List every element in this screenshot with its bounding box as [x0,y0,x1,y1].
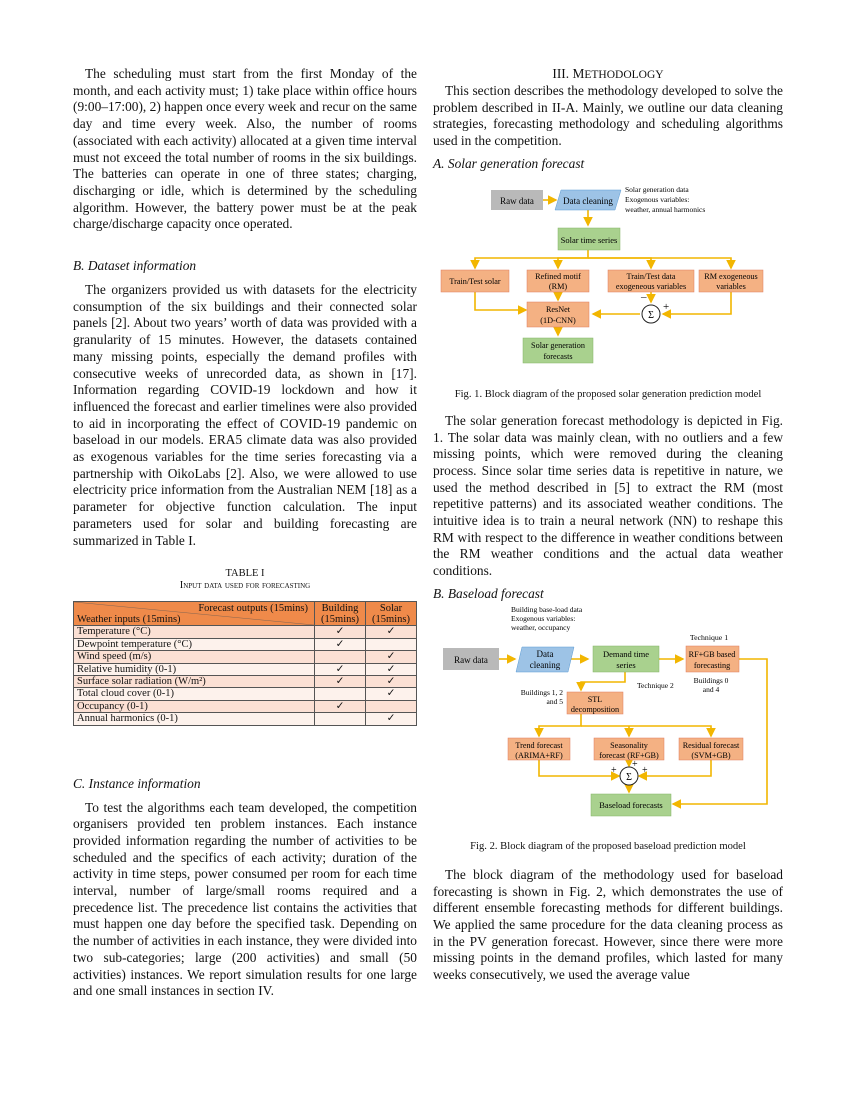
solar-time-series-label: Solar time series [560,234,618,245]
row-input-name: Relative humidity (0-1) [74,663,315,675]
table-row [74,651,417,663]
table-row [74,638,417,650]
fig2-note-3: weather, occupancy [511,622,571,632]
row-building-check: ✓ [315,675,366,687]
paragraph-scheduling: The scheduling must start from the first Monday of the month, and each activity must; 1) take place within office hours (9:00–17:00), 2) happen once every week and recur on the same day and time every week. Also, the number of rooms (associated with each activity) allocated at a given time interval must not exceed the total number of rooms in the six buildings. The batteries can operate in one of three states; charging, discharging or idle, which is determined by the scheduling algorithm. However, the battery power must be at the peak charge/discharge capacity once operated. [73,66,417,232]
right-column [433,66,783,984]
residual-forecast-label-2: (SVM+GB) [691,750,731,760]
row-input-name: Annual harmonics (0-1) [74,713,315,725]
residual-forecast-label-1: Residual forecast [682,740,740,750]
left-column [73,66,417,1000]
seasonality-forecast-label-2: forecast (RF+GB) [599,750,659,760]
rf-gb-label-2: forecasting [693,660,731,670]
row-input-name: Wind speed (m/s) [74,651,315,663]
row-building-check: ✓ [315,663,366,675]
data-cleaning-label: Data cleaning [563,195,613,206]
table-label: TABLE I [225,568,265,580]
stl-label-1: STL [587,694,603,704]
seasonality-forecast-label-1: Seasonality [610,740,648,750]
section-title-methodology: III. METHODOLOGY [552,66,664,81]
row-input-name: Total cloud cover (0-1) [74,688,315,700]
figure-1-solar-diagram [433,172,783,382]
col-header-solar: Solar (15mins) [366,602,417,626]
row-solar-check: ✓ [366,675,417,687]
table-row [74,688,417,700]
table-corner-header [74,602,315,626]
row-building-check: ✓ [315,700,366,712]
buildings-04-label-2: and 4 [702,684,720,694]
resnet-label-1: ResNet [545,304,571,314]
solar-forecast-label-1: Solar generation [531,340,585,350]
fig2-plus-right: + [642,764,648,776]
fig2-data-cleaning-label-1: Data [536,648,554,659]
table-row [74,626,417,638]
buildings-125-label-1: Buildings 1, 2 [520,687,563,697]
row-solar-check [366,700,417,712]
demand-time-series-label-2: series [616,659,636,670]
row-building-check [315,713,366,725]
fig1-minus: – [641,290,647,303]
fig2-plus-left: + [611,764,617,776]
corner-top-label: Forecast outputs (15mins) [198,602,308,614]
row-solar-check: ✓ [366,626,417,638]
row-solar-check: ✓ [366,713,417,725]
col-header-building: Building (15mins) [315,602,366,626]
fig2-plus-top: + [632,758,638,770]
section-title-baseload: B. Baseload forecast [433,585,544,601]
row-building-check: ✓ [315,626,366,638]
refined-motif-label-2: (RM) [548,281,568,291]
fig2-raw-data-label: Raw data [454,654,488,665]
paragraph-methodology: This section describes the methodology developed to solve the problem described in II-A. Mainly, we outline our data cleaning strategies, forecasting methodology and scheduling algorithms used in the competition. [433,83,783,149]
fig1-plus: + [663,300,670,313]
fig2-note-1: Building base-load data [511,604,583,614]
figure-2-caption: Fig. 2. Block diagram of the proposed baseload prediction model [470,840,746,852]
row-building-check [315,651,366,663]
stl-label-2: decomposition [570,704,620,714]
input-data-table [73,601,417,725]
baseload-forecasts-label: Baseload forecasts [599,799,663,810]
paragraph-dataset: The organizers provided us with datasets for the electricity consumption of the six buildings and their connected solar panels [2]. About two years’ worth of data was provided with a granularity of 15 minutes. However, the datasets contained many missing points, especially the demand profiles with consecutive weeks of unrecorded data, as shown in [17]. Information regarding COVID-19 lockdown and how it influenced the forecast and earlier timelines were also provided to aid in incorporating the effect of COVID-19 pandemic on baseload in our models. ERA5 climate data was also provided as exogenous variables for the time series forecasting via a partnership with OikoLabs [2]. Also, we were allowed to use electricity price information from the Australian NEM [18] as a parameter for objective function calculation. The input parameters used for solar and building forecasting are summarized in Table I. [73,282,417,548]
table-body [74,626,417,725]
row-input-name: Temperature (°C) [74,626,315,638]
fig1-note-2: Exogenous variables: [625,194,690,204]
technique-2-label: Technique 2 [637,680,674,690]
row-building-check: ✓ [315,638,366,650]
row-building-check [315,688,366,700]
paragraph-baseload: The block diagram of the methodology used for baseload forecasting is shown in Fig. 2, which demonstrates the use of different ensemble forecasting methods for different buildings. We applied the same procedure for the data cleaning process as in the PV generation forecast. However, since there were more missing points in the demand profiles, which lasted for many weeks consecutively, we used the average value [433,866,783,983]
train-test-exog-label-1: Train/Test data [626,271,676,281]
raw-data-label: Raw data [500,195,534,206]
section-title-instance: C. Instance information [73,775,201,791]
train-test-exog-label-2: exogeneous variables [615,281,687,291]
train-test-solar-label: Train/Test solar [449,276,501,286]
trend-forecast-label-1: Trend forecast [515,740,563,750]
figure-2-baseload-diagram [433,602,783,832]
row-solar-check: ✓ [366,688,417,700]
demand-time-series-label-1: Demand time [602,648,650,659]
figure-1-caption: Fig. 1. Block diagram of the proposed solar generation prediction model [454,388,762,400]
table-caption: Input data used for forecasting [179,580,311,592]
row-solar-check: ✓ [366,663,417,675]
table-row [74,663,417,675]
section-title-solar: A. Solar generation forecast [433,155,585,171]
trend-forecast-label-2: (ARIMA+RF) [515,750,563,760]
rf-gb-label-1: RF+GB based [688,649,736,659]
paragraph-instance: To test the algorithms each team developed, the competition organisers provided ten problem instances. Each instance provided information regarding the number of activities to be scheduled and the specifics of each activity; duration of the activity in time steps, power consumed per room for each time interval, number of large/small rooms required and a precedence list. The precedence list contains the activities that must happen one day before the specified task. Depending on the number of activities in each instance, they were divided into two sub-categories; large (200 activities) and small (50 activities) instances. We report simulation results for one large and one small instances in section IV. [73,799,417,999]
corner-bottom-label: Weather inputs (15mins) [77,613,181,625]
row-solar-check [366,638,417,650]
buildings-125-label-2: and 5 [546,696,563,706]
section-title-dataset: B. Dataset information [73,258,197,274]
fig1-note-3: weather, annual harmonics [625,204,706,214]
row-input-name: Occupancy (0-1) [74,700,315,712]
technique-1-label: Technique 1 [689,632,729,642]
row-input-name: Surface solar radiation (W/m²) [74,675,315,687]
resnet-label-2: (1D-CNN) [540,315,576,325]
fig1-note-1: Solar generation data [625,184,689,194]
table-row [74,700,417,712]
table-row [74,713,417,725]
rm-exog-label-1: RM exogeneous [704,271,758,281]
fig2-sigma: Σ [626,771,632,783]
solar-forecast-label-2: forecasts [543,351,573,361]
row-solar-check: ✓ [366,651,417,663]
buildings-04-label-1: Buildings 0 [693,675,729,685]
fig2-note-2: Exogenous variables: [511,613,576,623]
table-row [74,675,417,687]
row-input-name: Dewpoint temperature (°C) [74,638,315,650]
fig1-sigma: Σ [648,309,654,321]
refined-motif-label-1: Refined motif [535,271,581,281]
paragraph-solar: The solar generation forecast methodology is depicted in Fig. 1. The solar data was mainly clean, with no outliers and a few missing points, which were removed during the cleaning process. Since solar time series data is repetitive in nature, we used the method described in [5] to extract the RM (most repetitive patterns) and its associated weather conditions. The intuitive idea is to train a neural network (NN) to reshape this RM with respect to the difference in weather conditions between the RM weather conditions and the actual data weather conditions. [433,412,783,579]
fig2-data-cleaning-label-2: cleaning [529,659,561,670]
rm-exog-label-2: variables [716,281,746,291]
